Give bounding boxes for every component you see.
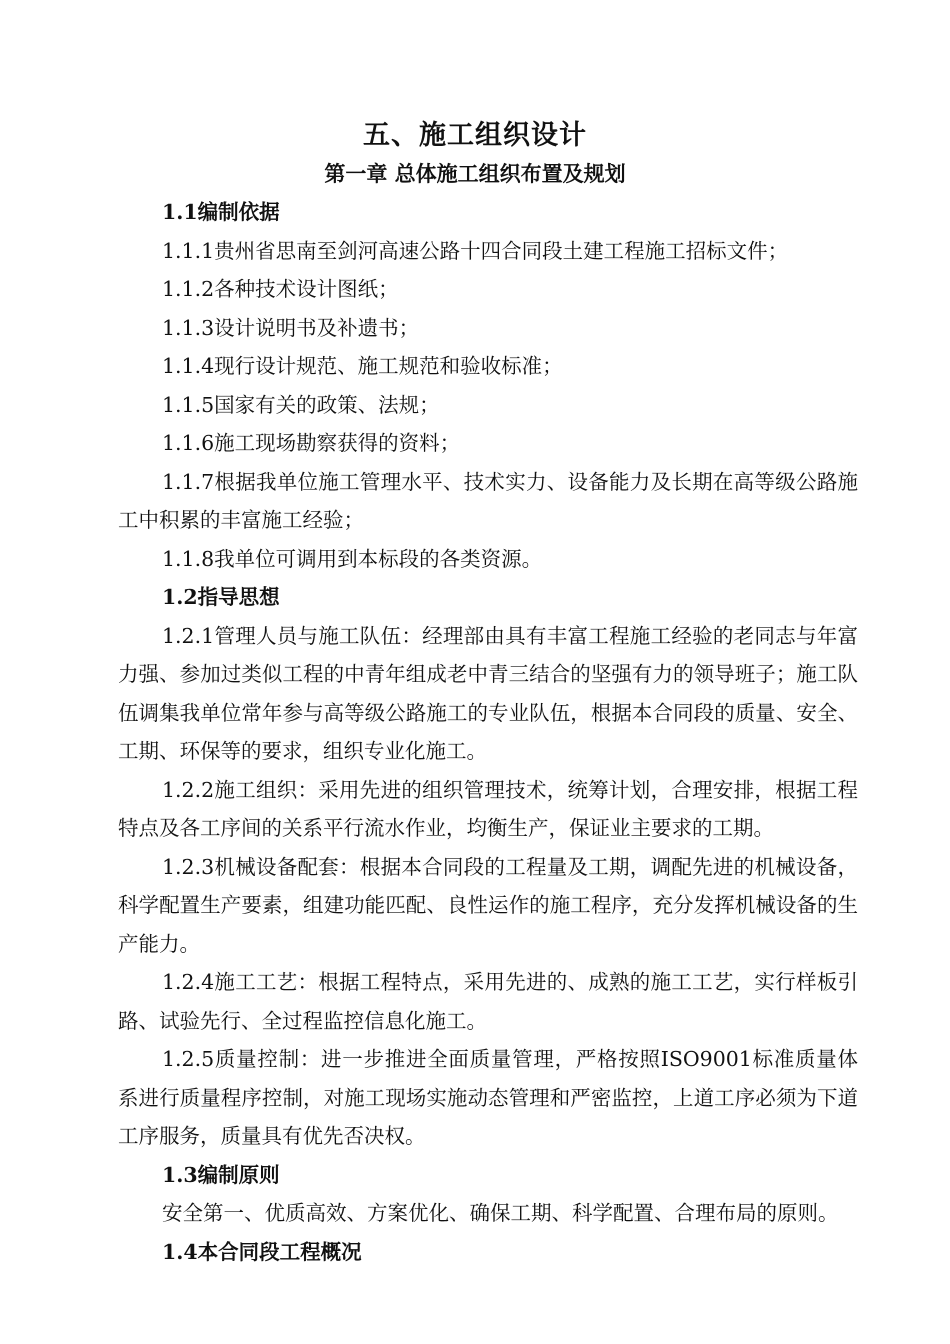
document-title: 五、施工组织设计	[363, 120, 587, 151]
section-heading-1-1: 1.1编制依据	[162, 200, 280, 224]
paragraph-1-3: 安全第一、优质高效、方案优化、确保工期、科学配置、合理布局的原则。	[162, 1201, 839, 1225]
paragraph-1-2-4: 1.2.4施工工艺：根据工程特点，采用先进的、成熟的施工工艺，实行样板引路、试验先行、全过程监控信息化施工。	[118, 970, 858, 1033]
list-item-1-1-5: 1.1.5国家有关的政策、法规；	[162, 392, 440, 417]
list-item-1-1-8: 1.1.8我单位可调用到本标段的各类资源。	[162, 546, 543, 571]
paragraph-1-2-3: 1.2.3机械设备配套：根据本合同段的工程量及工期，调配先进的机械设备，科学配置生产要素，组建功能匹配、良性运作的施工程序，充分发挥机械设备的生产能力。	[118, 854, 858, 956]
section-heading-1-4: 1.4本合同段工程概况	[162, 1239, 362, 1264]
list-item-1-1-3: 1.1.3设计说明书及补遗书；	[162, 315, 420, 340]
paragraph-1-2-5: 1.2.5质量控制：进一步推进全面质量管理，严格按照ISO9001标准质量体系进行质量程序控制，对施工现场实施动态管理和严密监控，上道工序必须为下道工序服务，质量具有优先否决权。	[118, 1047, 858, 1148]
paragraph-1-2-2: 1.2.2施工组织：采用先进的组织管理技术，统筹计划，合理安排，根据工程特点及各工序间的关系平行流水作业，均衡生产，保证业主要求的工期。	[118, 777, 858, 840]
paragraph-1-2-1: 1.2.1管理人员与施工队伍：经理部由具有丰富工程施工经验的老同志与年富力强、参加过类似工程的中青年组成老中青三结合的坚强有力的领导班子；施工队伍调集我单位常年参与高等级公路施工的专业队伍，根据本合同段的质量、安全、工期、环保等的要求，组织专业化施工。	[118, 623, 858, 763]
list-item-1-1-1: 1.1.1贵州省思南至剑河高速公路十四合同段土建工程施工招标文件；	[162, 238, 789, 263]
section-heading-1-3: 1.3编制原则	[162, 1162, 280, 1187]
list-item-1-1-4: 1.1.4现行设计规范、施工规范和验收标准；	[162, 354, 563, 378]
list-item-1-1-6: 1.1.6施工现场勘察获得的资料；	[162, 431, 461, 455]
chapter-heading: 第一章 总体施工组织布置及规划	[324, 161, 626, 186]
section-heading-1-2: 1.2指导思想	[162, 585, 280, 609]
list-item-1-1-2: 1.1.2各种技术设计图纸；	[162, 277, 399, 301]
document-body	[118, 193, 858, 1271]
list-item-1-1-7: 1.1.7根据我单位施工管理水平、技术实力、设备能力及长期在高等级公路施工中积累的丰富施工经验；	[118, 469, 858, 532]
